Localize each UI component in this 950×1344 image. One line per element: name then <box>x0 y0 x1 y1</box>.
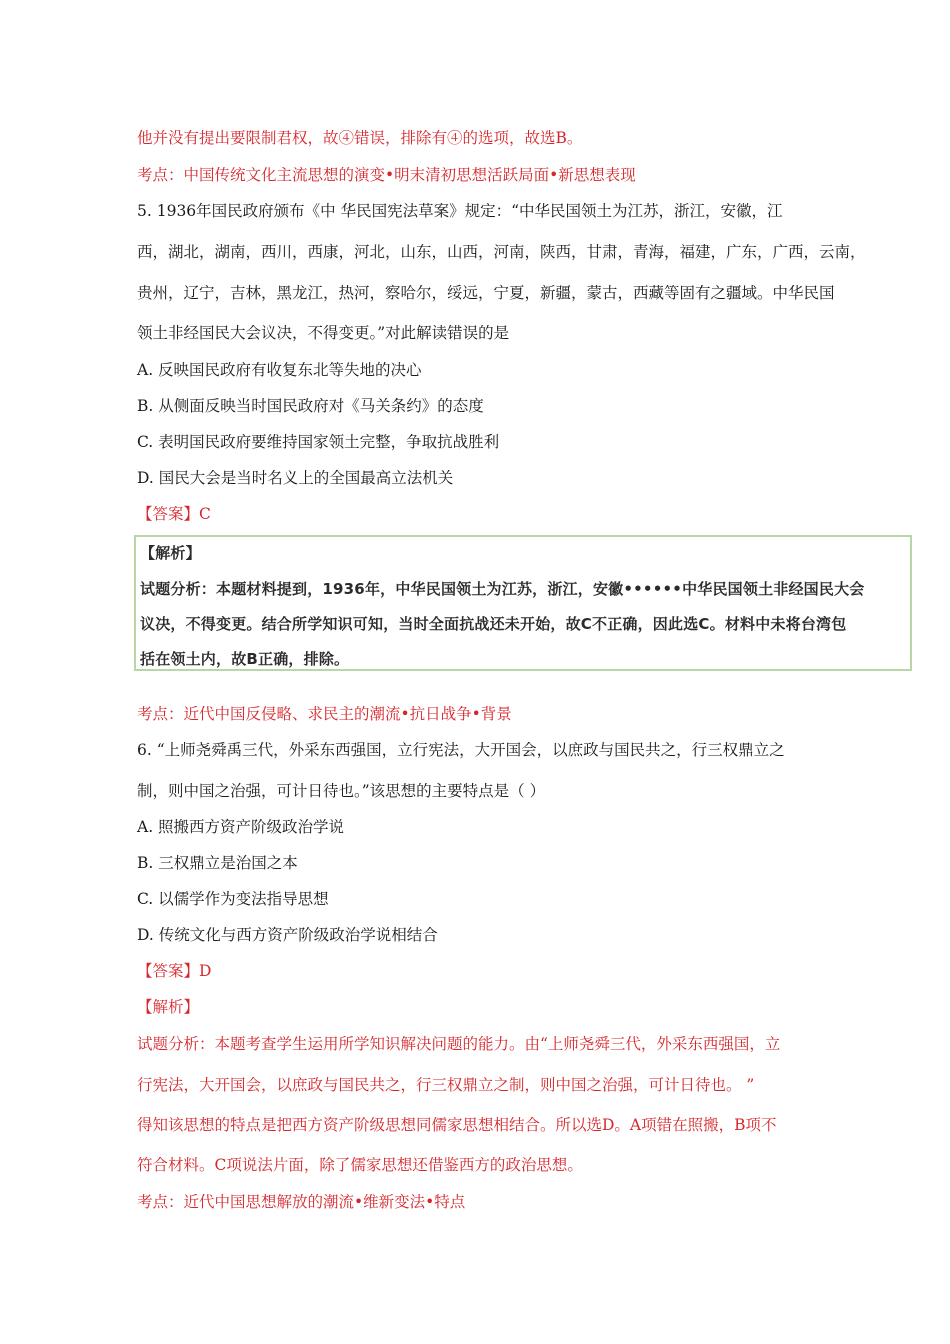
q6-analysis-line-2: 行宪法，大开国会，以庶政与国民共之，行三权鼎立之制，则中国之治强，可计日待也。 ” <box>137 1076 755 1094</box>
q5-stem-line-1: 5. 1936年国民政府颁布《中 华民国宪法草案》规定：“中华民国领土为江苏，浙江，安徽，江 <box>137 202 783 220</box>
q5-answer-value: C <box>199 505 211 523</box>
q5-analysis-line-1: 试题分析：本题材料提到，1936年，中华民国领土为江苏，浙江，安徽••••••中华民国领土非经国民大会 <box>140 580 865 598</box>
q6-analysis-line-3: 得知该思想的特点是把西方资产阶级思想同儒家思想相结合。所以选D。A项错在照搬，B项不 <box>137 1116 777 1134</box>
q6-option-c: C. 以儒学作为变法指导思想 <box>137 890 329 908</box>
q5-stem-line-2: 西，湖北，湖南，西川，西康，河北，山东，山西，河南，陕西，甘肃，青海，福建，广东，广西，云南， <box>137 243 866 261</box>
q6-option-a: A. 照搬西方资产阶级政治学说 <box>137 818 345 836</box>
q5-option-d: D. 国民大会是当时名义上的全国最高立法机关 <box>137 469 454 487</box>
q5-option-c: C. 表明国民政府要维持国家领土完整，争取抗战胜利 <box>137 433 500 451</box>
q5-analysis-title: 【解析】 <box>140 544 201 562</box>
analysis-continuation: 他并没有提出要限制君权，故④错误，排除有④的选项，故选B。 <box>137 129 583 147</box>
q6-option-d: D. 传统文化与西方资产阶级政治学说相结合 <box>137 926 438 944</box>
q5-stem-line-4: 领土非经国民大会议决，不得变更。”对此解读错误的是 <box>137 324 510 342</box>
q5-answer-label: 【答案】 <box>137 505 200 523</box>
q6-analysis-line-1: 试题分析：本题考查学生运用所学知识解决问题的能力。由“上师尧舜三代，外采东西强国，立 <box>137 1035 781 1053</box>
kaodian-prev: 考点：中国传统文化主流思想的演变•明末清初思想活跃局面•新思想表现 <box>137 166 636 184</box>
q5-kaodian: 考点：近代中国反侵略、求民主的潮流•抗日战争•背景 <box>137 705 512 723</box>
q6-answer <box>137 961 211 981</box>
q6-answer-label: 【答案】 <box>137 962 200 980</box>
q6-stem-line-2: 制，则中国之治强，可计日待也。”该思想的主要特点是（ ） <box>137 782 546 800</box>
q6-kaodian: 考点：近代中国思想解放的潮流•维新变法•特点 <box>137 1193 466 1211</box>
q5-stem-line-3: 贵州，辽宁，吉林，黑龙江，热河，察哈尔，绥远，宁夏，新疆，蒙古，西藏等固有之疆域。中华民国 <box>137 284 835 302</box>
q5-option-b: B. 从侧面反映当时国民政府对《马关条约》的态度 <box>137 397 484 415</box>
q5-analysis-line-3: 括在领土内，故B正确，排除。 <box>140 650 350 668</box>
q5-analysis-line-2: 议决，不得变更。结合所学知识可知，当时全面抗战还未开始，故C不正确，因此选C。材料中未将台湾包 <box>140 615 847 633</box>
q5-option-a: A. 反映国民政府有收复东北等失地的决心 <box>137 361 422 379</box>
q5-answer <box>137 504 211 524</box>
q6-answer-value: D <box>199 962 212 980</box>
q6-option-b: B. 三权鼎立是治国之本 <box>137 854 298 872</box>
q6-stem-line-1: 6. “上师尧舜禹三代，外采东西强国，立行宪法，大开国会，以庶政与国民共之，行三权鼎立之 <box>137 741 785 759</box>
q5-analysis-box <box>134 535 912 671</box>
q6-analysis-title: 【解析】 <box>137 998 200 1016</box>
q6-analysis-line-4: 符合材料。C项说法片面，除了儒家思想还借鉴西方的政治思想。 <box>137 1156 583 1174</box>
